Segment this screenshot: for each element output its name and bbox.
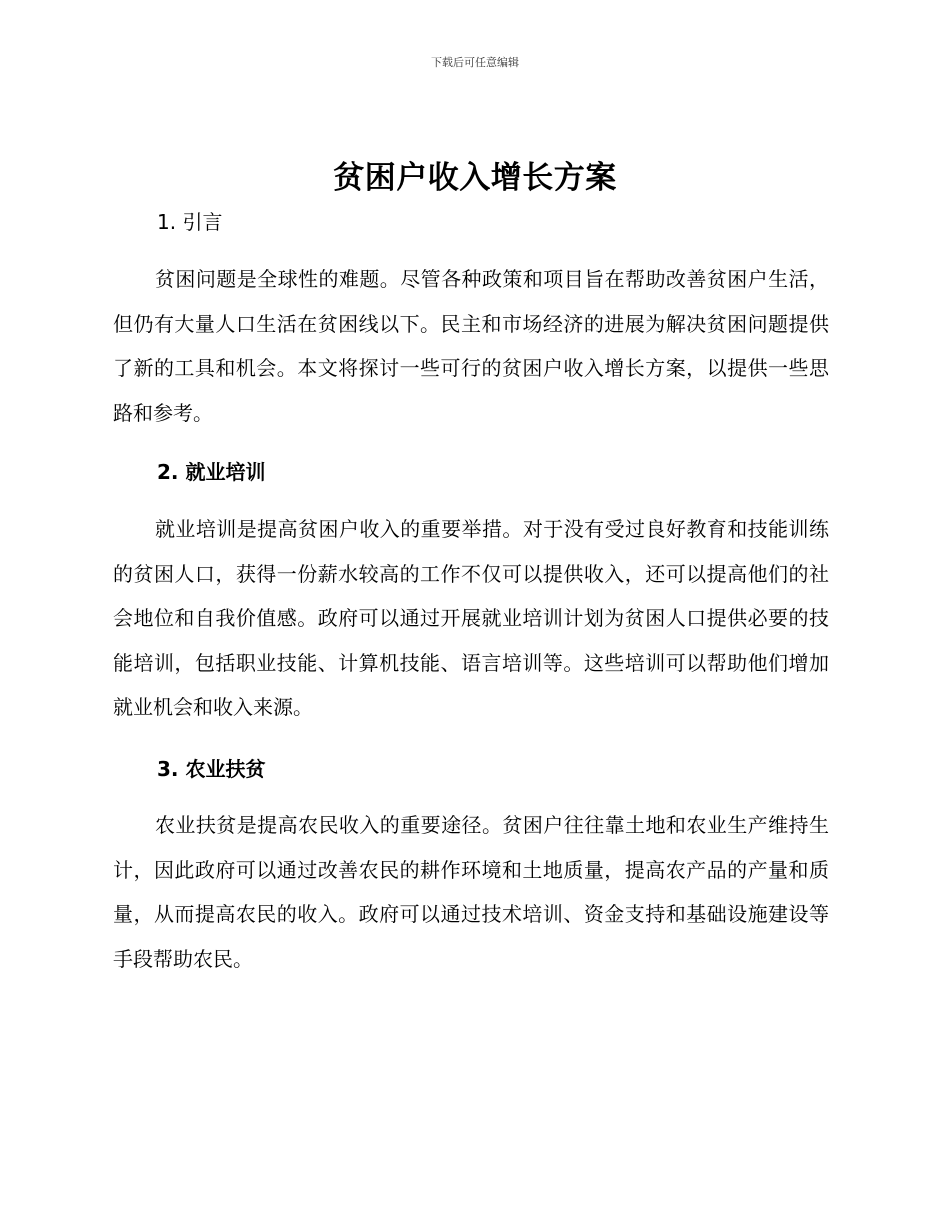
document-title: 贫困户收入增长方案 [333, 160, 617, 196]
section-heading-agricultural-poverty-alleviation: 3. 农业扶贫 [157, 757, 266, 781]
section-heading-introduction: 1. 引言 [157, 210, 223, 234]
paragraph-agricultural-poverty-alleviation: 农业扶贫是提高农民收入的重要途径。贫困户往往靠土地和农业生产维持生计，因此政府可以通过改善农民的耕作环境和土地质量，提高农产品的产量和质量，从而提高农民的收入。政府可以通过技术培训、资金支持和基础设施建设等手段帮助农民。 [113, 813, 829, 971]
paragraph-employment-training: 就业培训是提高贫困户收入的重要举措。对于没有受过良好教育和技能训练的贫困人口，获得一份薪水较高的工作不仅可以提供收入，还可以提高他们的社会地位和自我价值感。政府可以通过开展就业培训计划为贫困人口提供必要的技能培训，包括职业技能、计算机技能、语言培训等。这些培训可以帮助他们增加就业机会和收入来源。 [113, 517, 829, 719]
header-note: 下载后可任意编辑 [431, 56, 519, 69]
section-heading-employment-training: 2. 就业培训 [157, 460, 266, 484]
paragraph-introduction: 贫困问题是全球性的难题。尽管各种政策和项目旨在帮助改善贫困户生活，但仍有大量人口生活在贫困线以下。民主和市场经济的进展为解决贫困问题提供了新的工具和机会。本文将探讨一些可行的贫困户收入增长方案，以提供一些思路和参考。 [113, 267, 829, 425]
